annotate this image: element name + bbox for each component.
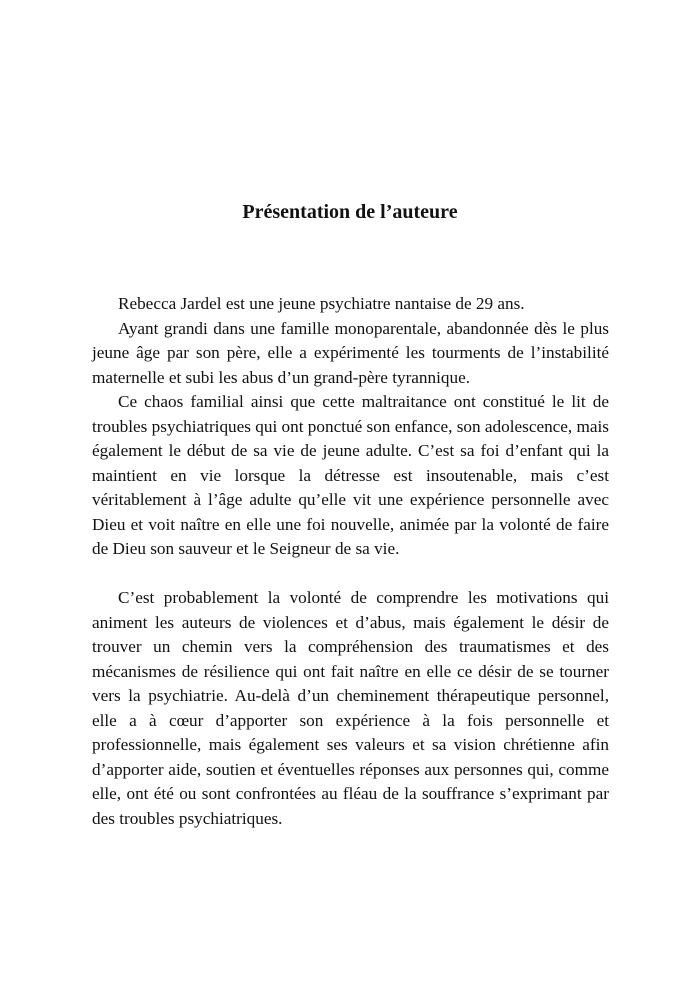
section-gap [92, 562, 609, 587]
page-title: Présentation de l’auteure [242, 201, 458, 223]
paragraph-childhood: Ayant grandi dans une famille monoparentale, abandonnée dès le plus jeune âge par son père, elle a expérimenté les tourments de l’instabilité maternelle et subi les abus d’un grand-père tyrannique. [92, 318, 609, 387]
body-text [92, 292, 609, 831]
paragraph-intro: Rebecca Jardel est une jeune psychiatre nantaise de 29 ans. [118, 294, 525, 313]
paragraph-motivation: C’est probablement la volonté de comprendre les motivations qui animent les auteurs de violences et d’abus, mais également le désir de trouver un chemin vers la compréhension des traumatismes et des mécanismes de résilience qui ont fait naître en elle ce désir de se tourner vers la psychiatrie. Au-delà d’un cheminement thérapeutique personnel, elle a à cœur d’apporter son expérience à la fois personnelle et professionnelle, mais également ses valeurs et sa vision chrétienne afin d’apporter aide, soutien et éventuelles réponses aux personnes qui, comme elle, ont été ou sont confrontées au fléau de la souffrance s’exprimant par des troubles psychiatriques. [92, 588, 609, 828]
paragraph-faith: Ce chaos familial ainsi que cette maltraitance ont constitué le lit de troubles psychiatriques qui ont ponctué son enfance, son adolescence, mais également le début de sa vie de jeune adulte. C’est sa foi d’enfant qui la maintient en vie lorsque la détresse est insoutenable, mais c’est véritablement à l’âge adulte qu’elle vit une expérience personnelle avec Dieu et voit naître en elle une foi nouvelle, animée par la volonté de faire de Dieu son sauveur et le Seigneur de sa vie. [92, 392, 609, 558]
